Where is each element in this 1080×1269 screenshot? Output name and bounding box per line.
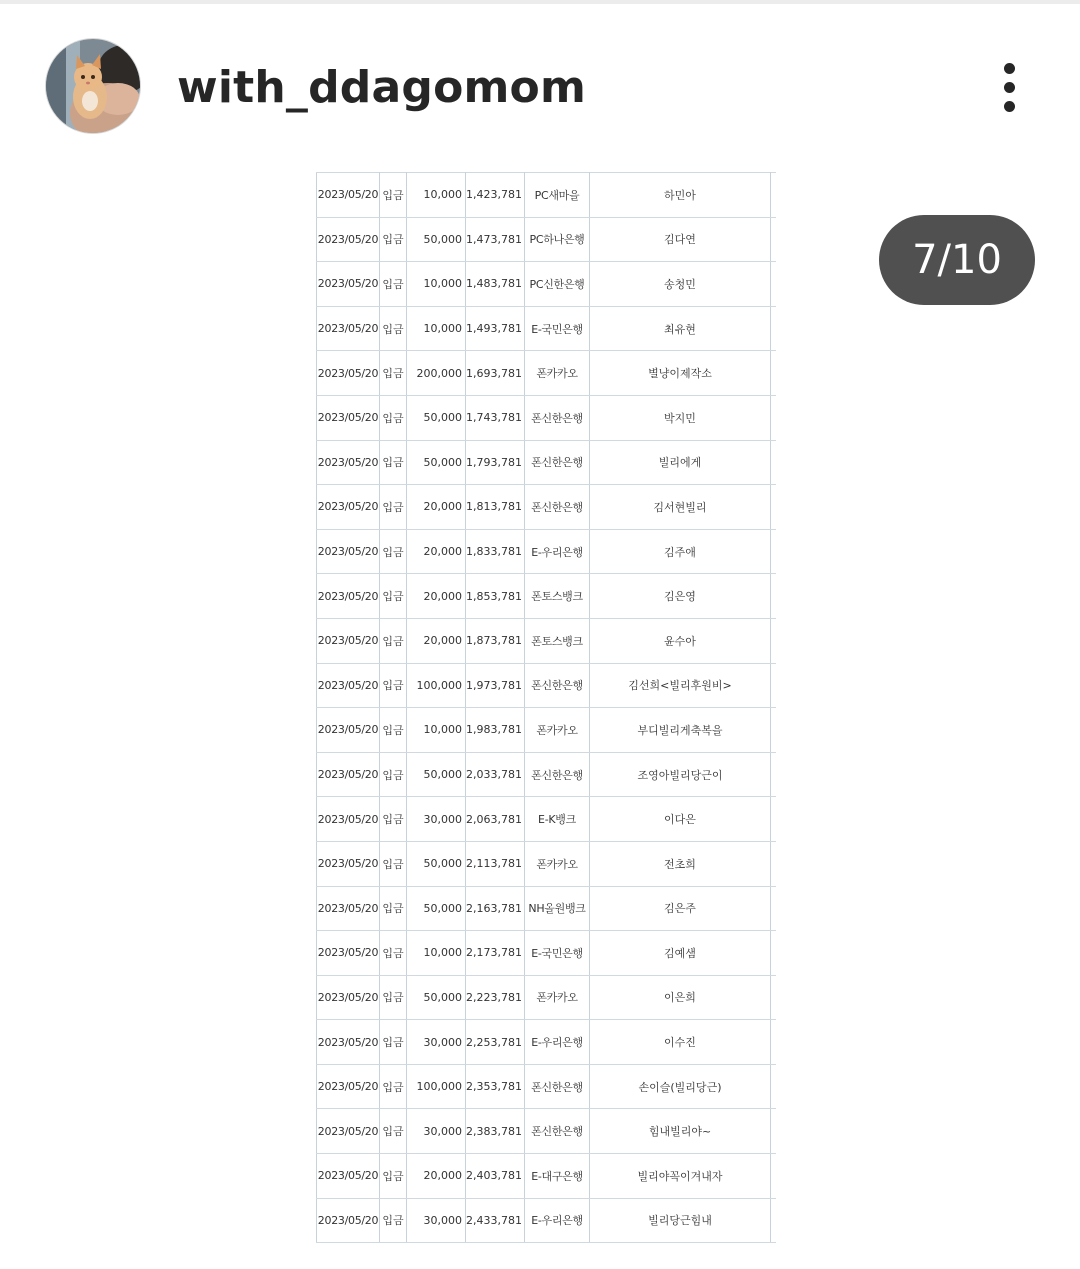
row-date: 2023/05/20	[317, 306, 380, 351]
row-balance: 2,383,781	[466, 1109, 525, 1154]
row-type: 입금	[380, 262, 407, 307]
row-balance: 2,163,781	[466, 886, 525, 931]
row-date: 2023/05/20	[317, 173, 380, 218]
more-vertical-icon-dot	[1004, 82, 1015, 93]
table-row	[317, 663, 777, 708]
table-row	[317, 975, 777, 1020]
row-type: 입금	[380, 306, 407, 351]
row-channel: PC신한은행	[525, 262, 590, 307]
row-type: 입금	[380, 663, 407, 708]
row-amount: 200,000	[407, 351, 466, 396]
table-row	[317, 618, 777, 663]
row-date: 2023/05/20	[317, 708, 380, 753]
row-date: 2023/05/20	[317, 217, 380, 262]
row-depositor-name: 김다연	[590, 217, 771, 262]
row-padding	[771, 574, 777, 619]
profile-avatar[interactable]	[45, 38, 141, 134]
row-depositor-name: 힘내빌리야~	[590, 1109, 771, 1154]
row-balance: 1,873,781	[466, 618, 525, 663]
row-amount: 50,000	[407, 440, 466, 485]
row-channel: 폰토스뱅크	[525, 574, 590, 619]
row-padding	[771, 1109, 777, 1154]
row-type: 입금	[380, 529, 407, 574]
table-row	[317, 395, 777, 440]
row-padding	[771, 1198, 777, 1243]
row-amount: 10,000	[407, 306, 466, 351]
row-padding	[771, 618, 777, 663]
row-balance: 2,253,781	[466, 1020, 525, 1065]
row-date: 2023/05/20	[317, 351, 380, 396]
row-padding	[771, 931, 777, 976]
row-channel: E-국민은행	[525, 931, 590, 976]
row-padding	[771, 395, 777, 440]
row-channel: NH올원뱅크	[525, 886, 590, 931]
row-balance: 1,793,781	[466, 440, 525, 485]
row-depositor-name: 이은희	[590, 975, 771, 1020]
row-type: 입금	[380, 351, 407, 396]
table-row	[317, 217, 777, 262]
table-row	[317, 841, 777, 886]
row-balance: 1,743,781	[466, 395, 525, 440]
row-depositor-name: 박지민	[590, 395, 771, 440]
row-date: 2023/05/20	[317, 663, 380, 708]
row-amount: 10,000	[407, 708, 466, 753]
row-padding	[771, 1020, 777, 1065]
row-type: 입금	[380, 931, 407, 976]
row-balance: 1,493,781	[466, 306, 525, 351]
row-depositor-name: 송청민	[590, 262, 771, 307]
status-divider	[0, 0, 1080, 4]
row-channel: 폰카카오	[525, 975, 590, 1020]
transaction-table-body	[317, 173, 777, 1243]
row-date: 2023/05/20	[317, 841, 380, 886]
row-type: 입금	[380, 708, 407, 753]
row-type: 입금	[380, 975, 407, 1020]
row-balance: 1,693,781	[466, 351, 525, 396]
row-channel: 폰카카오	[525, 351, 590, 396]
row-balance: 1,973,781	[466, 663, 525, 708]
row-type: 입금	[380, 1020, 407, 1065]
row-channel: 폰신한은행	[525, 1064, 590, 1109]
row-depositor-name: 김선희<빌리후원비>	[590, 663, 771, 708]
row-amount: 100,000	[407, 663, 466, 708]
row-channel: E-우리은행	[525, 1198, 590, 1243]
row-channel: 폰신한은행	[525, 752, 590, 797]
post-header	[0, 36, 1080, 136]
row-date: 2023/05/20	[317, 752, 380, 797]
row-padding	[771, 1064, 777, 1109]
row-date: 2023/05/20	[317, 574, 380, 619]
row-balance: 2,353,781	[466, 1064, 525, 1109]
transaction-table	[316, 172, 776, 1243]
row-padding	[771, 440, 777, 485]
row-balance: 1,983,781	[466, 708, 525, 753]
row-balance: 2,173,781	[466, 931, 525, 976]
row-padding	[771, 173, 777, 218]
row-channel: E-우리은행	[525, 1020, 590, 1065]
row-type: 입금	[380, 217, 407, 262]
row-balance: 1,483,781	[466, 262, 525, 307]
row-type: 입금	[380, 173, 407, 218]
row-channel: 폰신한은행	[525, 663, 590, 708]
row-amount: 20,000	[407, 574, 466, 619]
row-padding	[771, 841, 777, 886]
row-padding	[771, 663, 777, 708]
row-balance: 1,423,781	[466, 173, 525, 218]
row-date: 2023/05/20	[317, 975, 380, 1020]
row-depositor-name: 김예샘	[590, 931, 771, 976]
row-date: 2023/05/20	[317, 440, 380, 485]
table-row	[317, 1198, 777, 1243]
image-counter-badge: 7/10	[879, 215, 1035, 305]
row-channel: 폰카카오	[525, 708, 590, 753]
row-padding	[771, 351, 777, 396]
row-channel: 폰신한은행	[525, 485, 590, 530]
row-date: 2023/05/20	[317, 886, 380, 931]
row-date: 2023/05/20	[317, 1109, 380, 1154]
table-row	[317, 529, 777, 574]
row-type: 입금	[380, 485, 407, 530]
row-depositor-name: 부디빌리게축복을	[590, 708, 771, 753]
table-row	[317, 173, 777, 218]
row-amount: 20,000	[407, 1154, 466, 1199]
row-amount: 30,000	[407, 797, 466, 842]
row-padding	[771, 485, 777, 530]
row-padding	[771, 975, 777, 1020]
row-channel: 폰신한은행	[525, 1109, 590, 1154]
row-padding	[771, 708, 777, 753]
row-date: 2023/05/20	[317, 797, 380, 842]
row-depositor-name: 빌리에게	[590, 440, 771, 485]
row-depositor-name: 이다은	[590, 797, 771, 842]
table-row	[317, 574, 777, 619]
table-row	[317, 306, 777, 351]
row-type: 입금	[380, 886, 407, 931]
row-amount: 10,000	[407, 931, 466, 976]
row-date: 2023/05/20	[317, 1020, 380, 1065]
row-amount: 100,000	[407, 1064, 466, 1109]
row-date: 2023/05/20	[317, 262, 380, 307]
more-options-button[interactable]	[985, 58, 1035, 118]
row-type: 입금	[380, 1154, 407, 1199]
row-depositor-name: 빌리당근힘내	[590, 1198, 771, 1243]
row-type: 입금	[380, 752, 407, 797]
table-row	[317, 1154, 777, 1199]
row-depositor-name: 김서현빌리	[590, 485, 771, 530]
row-balance: 2,063,781	[466, 797, 525, 842]
row-channel: E-우리은행	[525, 529, 590, 574]
row-depositor-name: 김주애	[590, 529, 771, 574]
row-padding	[771, 797, 777, 842]
row-type: 입금	[380, 1064, 407, 1109]
row-depositor-name: 김은주	[590, 886, 771, 931]
table-row	[317, 440, 777, 485]
row-depositor-name: 조영아빌리당근이	[590, 752, 771, 797]
row-date: 2023/05/20	[317, 485, 380, 530]
row-padding	[771, 752, 777, 797]
row-channel: E-국민은행	[525, 306, 590, 351]
row-channel: E-K뱅크	[525, 797, 590, 842]
row-channel: 폰토스뱅크	[525, 618, 590, 663]
more-vertical-icon-dot	[1004, 101, 1015, 112]
row-padding	[771, 217, 777, 262]
row-amount: 50,000	[407, 886, 466, 931]
table-row	[317, 262, 777, 307]
row-padding	[771, 262, 777, 307]
row-channel: 폰카카오	[525, 841, 590, 886]
row-padding	[771, 1154, 777, 1199]
row-depositor-name: 하민아	[590, 173, 771, 218]
row-depositor-name: 손이슬(빌리당근)	[590, 1064, 771, 1109]
row-type: 입금	[380, 440, 407, 485]
row-balance: 1,473,781	[466, 217, 525, 262]
row-depositor-name: 이수진	[590, 1020, 771, 1065]
table-row	[317, 752, 777, 797]
row-channel: 폰신한은행	[525, 440, 590, 485]
row-channel: PC하나은행	[525, 217, 590, 262]
row-padding	[771, 886, 777, 931]
row-balance: 1,853,781	[466, 574, 525, 619]
table-row	[317, 1064, 777, 1109]
row-date: 2023/05/20	[317, 618, 380, 663]
row-date: 2023/05/20	[317, 529, 380, 574]
row-type: 입금	[380, 618, 407, 663]
row-channel: 폰신한은행	[525, 395, 590, 440]
row-amount: 10,000	[407, 173, 466, 218]
table-row	[317, 1109, 777, 1154]
row-amount: 20,000	[407, 485, 466, 530]
table-row	[317, 708, 777, 753]
row-channel: E-대구은행	[525, 1154, 590, 1199]
table-row	[317, 931, 777, 976]
row-balance: 2,113,781	[466, 841, 525, 886]
row-depositor-name: 윤수아	[590, 618, 771, 663]
row-amount: 50,000	[407, 975, 466, 1020]
row-date: 2023/05/20	[317, 1198, 380, 1243]
table-row	[317, 886, 777, 931]
row-amount: 50,000	[407, 841, 466, 886]
row-balance: 1,833,781	[466, 529, 525, 574]
row-depositor-name: 김은영	[590, 574, 771, 619]
table-row	[317, 1020, 777, 1065]
row-type: 입금	[380, 1198, 407, 1243]
username[interactable]: with_ddagomom	[177, 62, 587, 113]
row-amount: 30,000	[407, 1020, 466, 1065]
row-padding	[771, 529, 777, 574]
row-type: 입금	[380, 395, 407, 440]
table-row	[317, 351, 777, 396]
row-date: 2023/05/20	[317, 1154, 380, 1199]
row-type: 입금	[380, 1109, 407, 1154]
row-amount: 50,000	[407, 395, 466, 440]
post-image-bank-statement[interactable]	[316, 172, 769, 1249]
row-padding	[771, 306, 777, 351]
more-vertical-icon	[1004, 63, 1015, 74]
row-balance: 2,223,781	[466, 975, 525, 1020]
row-type: 입금	[380, 841, 407, 886]
row-amount: 30,000	[407, 1109, 466, 1154]
table-row	[317, 485, 777, 530]
row-balance: 2,433,781	[466, 1198, 525, 1243]
row-balance: 1,813,781	[466, 485, 525, 530]
row-depositor-name: 별냥이제작소	[590, 351, 771, 396]
row-depositor-name: 최유현	[590, 306, 771, 351]
row-amount: 50,000	[407, 217, 466, 262]
row-amount: 20,000	[407, 529, 466, 574]
row-balance: 2,033,781	[466, 752, 525, 797]
cat-photo-icon	[46, 39, 141, 134]
row-amount: 20,000	[407, 618, 466, 663]
row-type: 입금	[380, 797, 407, 842]
row-amount: 30,000	[407, 1198, 466, 1243]
row-date: 2023/05/20	[317, 1064, 380, 1109]
row-amount: 50,000	[407, 752, 466, 797]
row-channel: PC새마을	[525, 173, 590, 218]
row-balance: 2,403,781	[466, 1154, 525, 1199]
row-date: 2023/05/20	[317, 931, 380, 976]
table-row	[317, 797, 777, 842]
row-depositor-name: 전초희	[590, 841, 771, 886]
row-amount: 10,000	[407, 262, 466, 307]
row-type: 입금	[380, 574, 407, 619]
row-date: 2023/05/20	[317, 395, 380, 440]
row-depositor-name: 빌리야꼭이겨내자	[590, 1154, 771, 1199]
